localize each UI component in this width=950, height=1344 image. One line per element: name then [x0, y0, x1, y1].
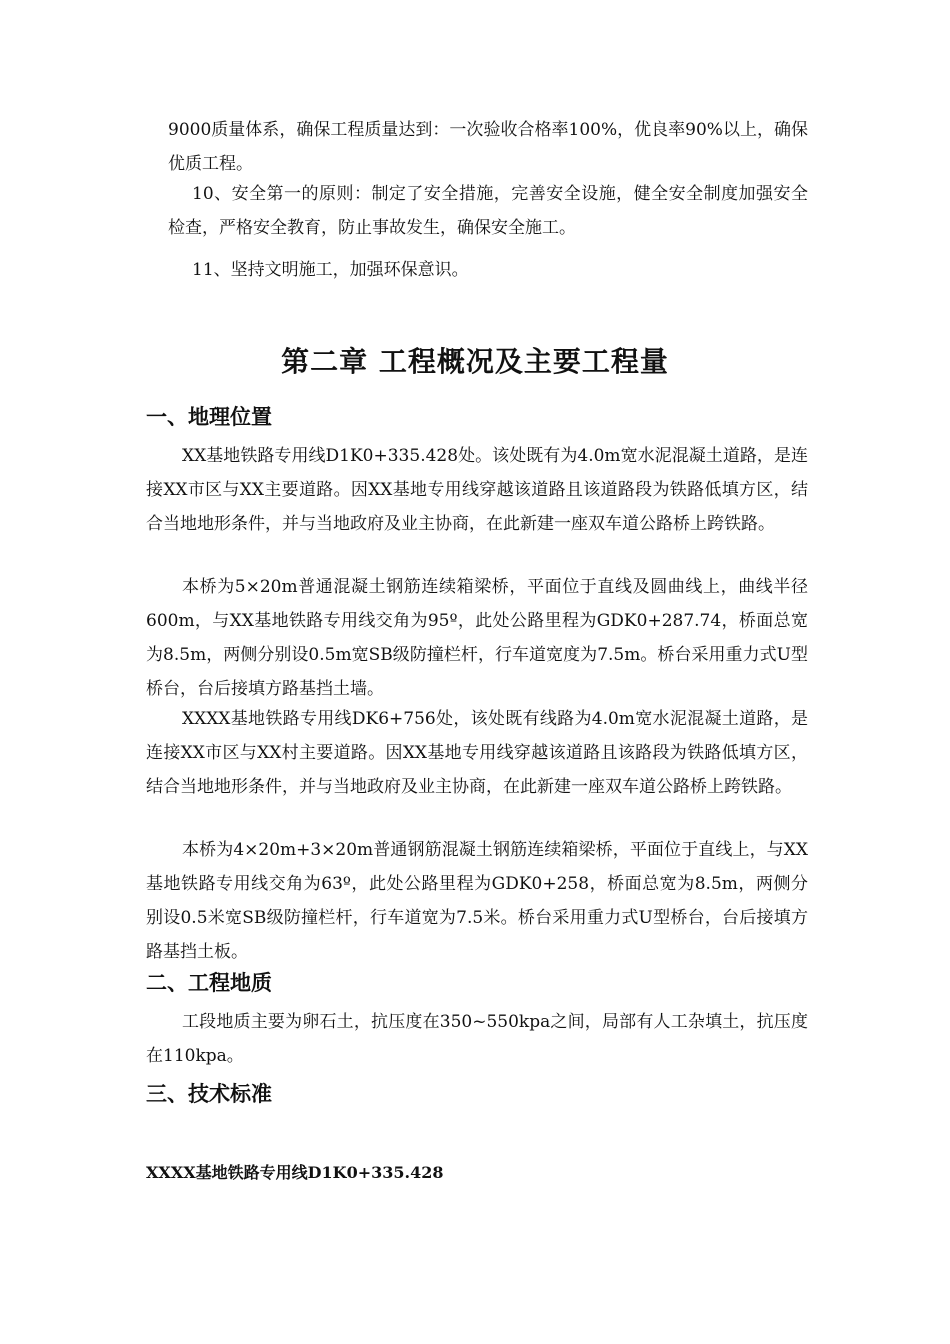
section-heading-standards: 三、技术标准: [146, 1082, 272, 1106]
location-paragraph-2: 本桥为5×20m普通混凝土钢筋连续箱梁桥，平面位于直线及圆曲线上，曲线半径600m，与XX基地铁路专用线交角为95º，此处公路里程为GDK0+287.74，桥面总宽为8.5m，两侧分别设0.5m宽SB级防撞栏杆，行车道宽度为7.5m。桥台采用重力式U型桥台，台后接填方路基挡土墙。: [146, 577, 808, 699]
intro-paragraph-quality: 9000质量体系，确保工程质量达到：一次验收合格率100%，优良率90%以上，确保优质工程。: [168, 120, 808, 174]
intro-paragraph-safety: 10、安全第一的原则：制定了安全措施，完善安全设施，健全安全制度加强安全检查，严格安全教育，防止事故发生，确保安全施工。: [168, 184, 808, 238]
location-paragraph-1: XX基地铁路专用线D1K0+335.428处。该处既有为4.0m宽水泥混凝土道路，是连接XX市区与XX主要道路。因XX基地专用线穿越该道路且该道路段为铁路低填方区，结合当地地形条件，并与当地政府及业主协商，在此新建一座双车道公路桥上跨铁路。: [146, 446, 808, 534]
section-heading-geology: 二、工程地质: [146, 971, 272, 995]
intro-paragraph-civilized: 11、坚持文明施工，加强环保意识。: [192, 260, 469, 280]
section-heading-location: 一、地理位置: [146, 405, 272, 429]
table-caption: XXXX基地铁路专用线D1K0+335.428: [146, 1163, 444, 1182]
location-paragraph-4: 本桥为4×20m+3×20m普通钢筋混凝土钢筋连续箱梁桥，平面位于直线上，与XX基地铁路专用线交角为63º，此处公路里程为GDK0+258，桥面总宽为8.5m，两侧分别设0.5米宽SB级防撞栏杆，行车道宽为7.5米。桥台采用重力式U型桥台，台后接填方路基挡土板。: [146, 840, 808, 962]
chapter-title: 第二章 工程概况及主要工程量: [281, 345, 669, 378]
geology-paragraph: 工段地质主要为卵石土，抗压度在350~550kpa之间，局部有人工杂填土，抗压度在110kpa。: [146, 1012, 808, 1066]
location-paragraph-3: XXXX基地铁路专用线DK6+756处，该处既有线路为4.0m宽水泥混凝土道路，是连接XX市区与XX村主要道路。因XX基地专用线穿越该道路且该路段为铁路低填方区，结合当地地形条件，并与当地政府及业主协商，在此新建一座双车道公路桥上跨铁路。: [146, 709, 808, 797]
